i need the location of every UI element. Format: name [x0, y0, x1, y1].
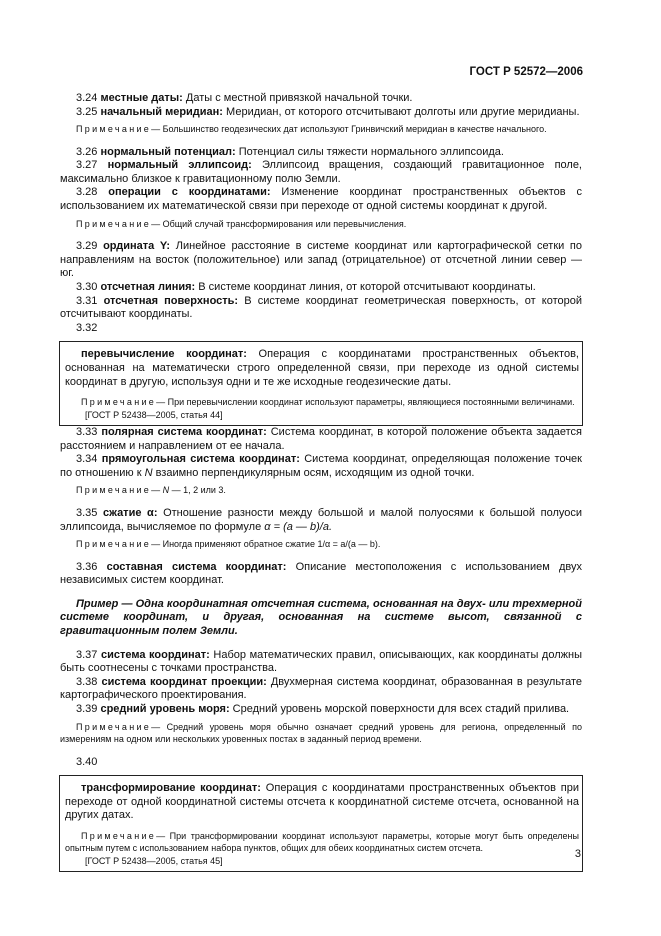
term-3-39: 3.39 средний уровень моря: Средний уровень морской поверхности для всех стадий прилива.	[76, 703, 570, 715]
term-3-27: 3.27 нормальный эллипсоид: Эллипсоид вращения, создающий гравитационное поле, максимально близкое к гравитационному полю Земли.	[60, 159, 582, 185]
note-3-25: Примечание— Большинство геодезических дат используют Гринвичский меридиан в качестве начального.	[76, 124, 547, 135]
term-3-37: 3.37 система координат: Набор математических правил, описывающих, как координаты должны быть соотнесены с точками пространства.	[60, 648, 582, 675]
source-3-32: [ГОСТ Р 52438—2005, статья 44]	[85, 409, 223, 420]
note-3-28: Примечание— Общий случай трансформирования или перевычисления.	[76, 218, 407, 229]
page-content	[60, 92, 582, 872]
source-3-40: [ГОСТ Р 52438—2005, статья 45]	[85, 855, 223, 866]
term-3-24: 3.24 местные даты: Даты с местной привязкой начальной точки.	[76, 92, 413, 104]
note-3-39: Примечание— Средний уровень моря обычно означает средний уровень для региона, определенный по измерениям на одном или нескольких уровенных постах в заданный период времени.	[60, 721, 582, 745]
term-3-32-number: 3.32	[76, 321, 98, 334]
note-3-34: Примечание— N — 1, 2 или 3.	[76, 485, 226, 496]
term-3-33: 3.33 полярная система координат: Система координат, в которой положение объекта задается расстоянием и направлением от ее начала.	[60, 426, 583, 452]
term-3-28: 3.28 операции с координатами: Изменение координат пространственных объектов с использованием их математической связи при переходе от одной системы координат к другой.	[60, 186, 582, 213]
page-number: 3	[574, 848, 581, 860]
example-3-36: Пример — Одна координатная отсчетная система, основанная на двух- или трехмерной системе координат, и другая, основанная на системе высот, связанной с гравитационным полем Земли.	[60, 597, 582, 638]
term-3-36: 3.36 составная система координат: Описание местоположения с использованием двух независимых систем координат.	[60, 560, 583, 587]
term-3-25: 3.25 начальный меридиан: Меридиан, от которого отсчитывают долготы или другие меридианы.	[76, 105, 580, 118]
note-3-35: Примечание— Иногда применяют обратное сжатие 1/α = a/(a — b).	[76, 539, 381, 550]
term-3-40: трансформирование координат: Операция с координатами пространственных объектов при переходе от одной координатной системы отсчета к координатной системе отсчета, основанной на других датах.	[65, 782, 579, 822]
term-3-29: 3.29 ордината Y: Линейное расстояние в системе координат или картографической сетки по направлениям на восток (положительное) или запад (отрицательное) от отсчетной линии север — юг.	[60, 240, 583, 280]
term-3-30: 3.30 отсчетная линия: В системе координат линия, от которой отсчитывают координаты.	[76, 280, 536, 293]
term-3-35: 3.35 сжатие α: Отношение разности между большой и малой полуосями к большой полуоси эллипсоида, вычисляемое по формуле α = (a — b)/a.	[60, 506, 582, 533]
term-3-31: 3.31 отсчетная поверхность: В системе координат геометрическая поверхность, от которой отсчитывают координаты.	[60, 294, 583, 321]
note-3-40: Примечание— При трансформировании координат используют параметры, которые могут быть определены опытным путем с использованием набора пунктов, общих для обеих координатных систем отсчета.	[65, 830, 579, 854]
term-3-40-number: 3.40	[76, 755, 98, 768]
term-3-32-box	[59, 341, 583, 426]
term-3-40-box	[59, 775, 583, 872]
document-header: ГОСТ Р 52572—2006	[469, 66, 583, 78]
term-3-38: 3.38 система координат проекции: Двухмерная система координат, образованная в результате картографического проектирования.	[60, 675, 583, 702]
term-3-34: 3.34 прямоугольная система координат: Система координат, определяющая положение точек по отношению к N взаимно перпендикулярным осям, исходящим из одной точки.	[60, 453, 582, 479]
note-3-32: Примечание— При перевычислении координат используют параметры, являющиеся постоянными величинами.	[81, 397, 575, 408]
term-3-32: перевычисление координат: Операция с координатами пространственных объектов, основанная на математически строго определенной связи, при переходе из одной системы координат в другую, используя одни и те же исходные геодезические даты.	[65, 348, 579, 388]
term-3-26: 3.26 нормальный потенциал: Потенциал силы тяжести нормального эллипсоида.	[76, 145, 504, 158]
